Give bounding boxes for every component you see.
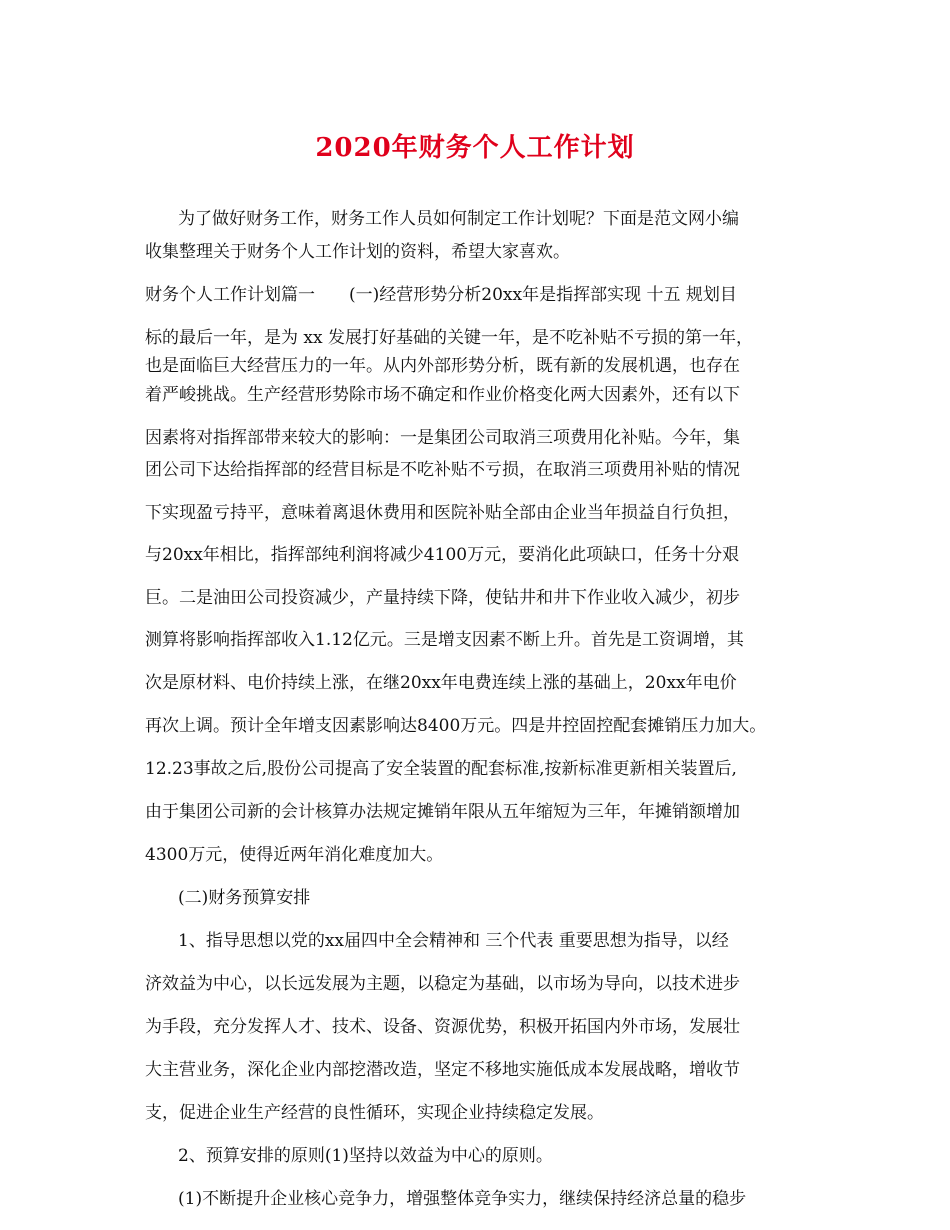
paragraph-line: (1)不断提升企业核心竞争力，增强整体竞争实力，继续保持经济总量的稳步 xyxy=(178,1189,747,1209)
paragraph-line: 下实现盈亏持平，意味着离退休费用和医院补贴全部由企业当年损益自行负担， xyxy=(145,503,740,523)
paragraph-line: 收集整理关于财务个人工作计划的资料，希望大家喜欢。 xyxy=(145,242,570,262)
paragraph-line: 为手段，充分发挥人才、技术、设备、资源优势，积极开拓国内外市场，发展壮 xyxy=(145,1017,740,1037)
paragraph-line: 12.23事故之后,股份公司提高了安全装置的配套标准,按新标准更新相关装置后, xyxy=(145,759,737,779)
paragraph-line: 由于集团公司新的会计核算办法规定摊销年限从五年缩短为三年，年摊销额增加 xyxy=(145,802,740,822)
paragraph-line: 因素将对指挥部带来较大的影响：一是集团公司取消三项费用化补贴。今年，集 xyxy=(145,428,740,448)
paragraph-line: 标的最后一年，是为 xx 发展打好基础的关键一年，是不吃补贴不亏损的第一年， xyxy=(145,328,753,348)
paragraph-line: 财务个人工作计划篇一 (一)经营形势分析20xx年是指挥部实现 十五 规划目 xyxy=(145,285,737,305)
paragraph-line: 团公司下达给指挥部的经营目标是不吃补贴不亏损，在取消三项费用补贴的情况 xyxy=(145,460,740,480)
paragraph-line: 着严峻挑战。生产经营形势除市场不确定和作业价格变化两大因素外，还有以下 xyxy=(145,385,740,405)
section-heading: (二)财务预算安排 xyxy=(178,888,311,908)
paragraph-line: 巨。二是油田公司投资减少，产量持续下降，使钻井和井下作业收入减少，初步 xyxy=(145,588,740,608)
paragraph-line: 为了做好财务工作，财务工作人员如何制定工作计划呢？下面是范文网小编 xyxy=(178,209,739,229)
page-title: 2020年财务个人工作计划 xyxy=(315,133,635,163)
paragraph-line: 与20xx年相比，指挥部纯利润将减少4100万元，要消化此项缺口，任务十分艰 xyxy=(145,545,740,565)
paragraph-line: 也是面临巨大经营压力的一年。从内外部形势分析，既有新的发展机遇，也存在 xyxy=(145,356,740,376)
paragraph-line: 济效益为中心，以长远发展为主题，以稳定为基础，以市场为导向，以技术进步 xyxy=(145,974,740,994)
paragraph-line: 测算将影响指挥部收入1.12亿元。三是增支因素不断上升。首先是工资调增，其 xyxy=(145,630,744,650)
paragraph-line: 支，促进企业生产经营的良性循环，实现企业持续稳定发展。 xyxy=(145,1103,604,1123)
paragraph-line: 1、指导思想以党的xx届四中全会精神和 三个代表 重要思想为指导，以经 xyxy=(178,931,729,951)
paragraph-line: 大主营业务，深化企业内部挖潜改造，坚定不移地实施低成本发展战略，增收节 xyxy=(145,1060,740,1080)
paragraph-line: 4300万元，使得近两年消化难度加大。 xyxy=(145,845,444,865)
paragraph-line: 再次上调。预计全年增支因素影响达8400万元。四是井控固控配套摊销压力加大。 xyxy=(145,716,767,736)
paragraph-line: 2、预算安排的原则(1)坚持以效益为中心的原则。 xyxy=(178,1146,553,1166)
paragraph-line: 次是原材料、电价持续上涨，在继20xx年电费连续上涨的基础上，20xx年电价 xyxy=(145,673,737,693)
